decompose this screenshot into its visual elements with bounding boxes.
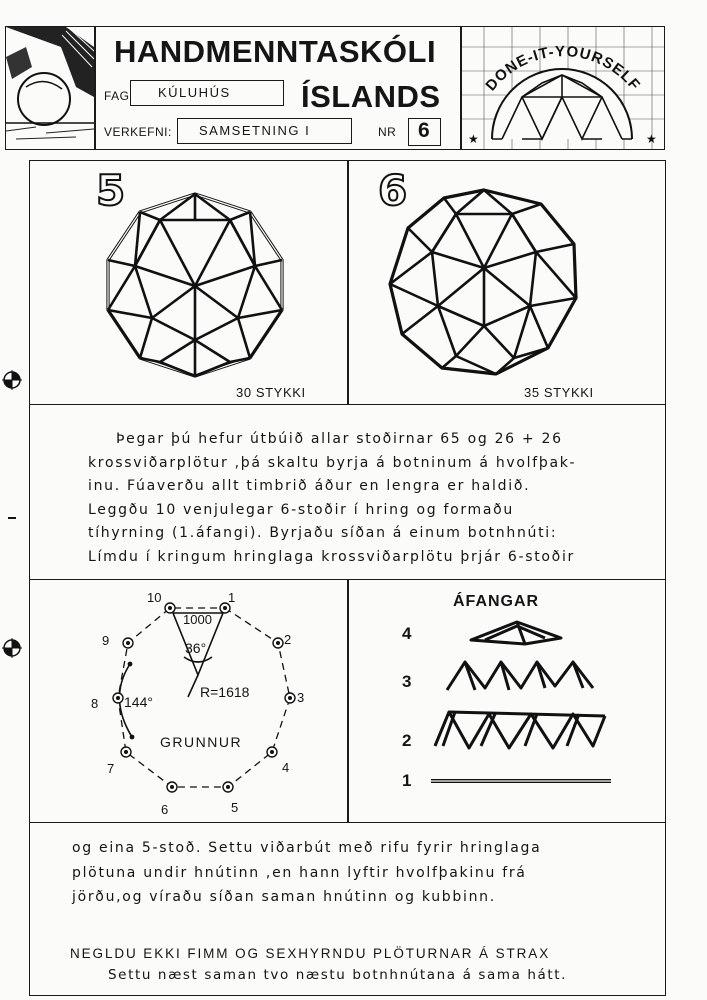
logo-text: DONE-IT-YOURSELF (482, 43, 644, 95)
step-label-2: 2 (402, 731, 412, 750)
afangar-drawing (425, 612, 625, 797)
node-label-6: 6 (161, 802, 169, 817)
figures-divider (347, 160, 349, 405)
text-line: krossviðarplötur ,þá skaltu byrja á botninum á hvolfþak- (88, 454, 577, 471)
verkefni-value: SAMSETNING I (199, 123, 311, 138)
header-divider-left (94, 26, 96, 150)
node-label-1: 1 (228, 590, 236, 605)
node-label-9: 9 (102, 633, 110, 648)
margin-tick (8, 517, 16, 519)
diagrams-divider (347, 579, 349, 823)
text-line: tíhyrning (1.áfangi). Byrjaðu síðan á einum botnhnúti: (88, 525, 558, 541)
step-label-4: 4 (402, 624, 412, 643)
node-label-7: 7 (107, 761, 115, 776)
school-title-line1: HANDMENNTASKÓLI (114, 34, 437, 69)
dome5-drawing (100, 190, 290, 380)
text-line: Leggðu 10 venjulegar 6-stoðir í hring og formaðu (88, 501, 515, 518)
dome5-number: 5 (96, 166, 126, 215)
radius-label: R=1618 (200, 684, 250, 700)
verkefni-label: VERKEFNI: (104, 125, 172, 139)
text-line: og eina 5-stoð. Settu viðarbút með rifu fyrir hringlaga (72, 840, 542, 856)
school-title-line2: ÍSLANDS (301, 79, 441, 114)
instructions-block-1 (88, 428, 576, 569)
registration-mark (2, 638, 22, 658)
dome6-caption: 35 STYKKI (524, 385, 594, 400)
node-label-5: 5 (231, 800, 239, 815)
text-line: inu. Fúaverðu allt timbrið áður en lengra er haldið. (88, 478, 531, 494)
text-line: Þegar þú hefur útbúið allar stoðirnar 65 og 26 + 26 (116, 431, 563, 447)
node-label-3: 3 (297, 690, 305, 705)
instructions-block-2 (72, 836, 542, 910)
footer-heading: NEGLDU EKKI FIMM OG SEXHYRNDU PLÖTURNAR Á STRAX (70, 946, 551, 961)
step-label-3: 3 (402, 672, 412, 691)
text-line: Límdu í kringum hringlaga krossviðarplötu þrjár 6-stoðir (88, 548, 575, 565)
registration-mark (2, 370, 22, 390)
angle-large-label: 144° (124, 694, 153, 710)
nr-value: 6 (418, 119, 430, 142)
step-label-1: 1 (402, 771, 412, 790)
angle-small-label: 36° (185, 640, 207, 656)
grunnur-label: GRUNNUR (160, 734, 243, 750)
node-label-10: 10 (147, 590, 162, 605)
node-label-8: 8 (91, 696, 99, 711)
dome6-number: 6 (378, 166, 408, 215)
fag-label: FAG (104, 89, 130, 103)
node-label-2: 2 (284, 632, 292, 647)
length-label: 1000 (183, 612, 212, 627)
svg-text:★: ★ (646, 132, 657, 146)
afangar-title: ÁFANGAR (453, 593, 540, 610)
node-label-4: 4 (282, 760, 290, 775)
dome6-drawing (386, 186, 582, 378)
dome5-caption: 30 STYKKI (236, 385, 306, 400)
header-illustration (6, 27, 94, 149)
footer-line: Settu næst saman tvo næstu botnhnútana á sama hátt. (108, 967, 568, 983)
nr-label: NR (378, 125, 397, 139)
text-line: plötuna undir hnútinn ,en hann lyftir hvolfþakinu frá (72, 864, 527, 881)
text-line: jörðu,og víraðu síðan saman hnútinn og kubbinn. (72, 889, 496, 905)
diy-logo (462, 27, 664, 149)
fag-value: KÚLUHÚS (158, 85, 231, 100)
svg-text:★: ★ (468, 132, 479, 146)
